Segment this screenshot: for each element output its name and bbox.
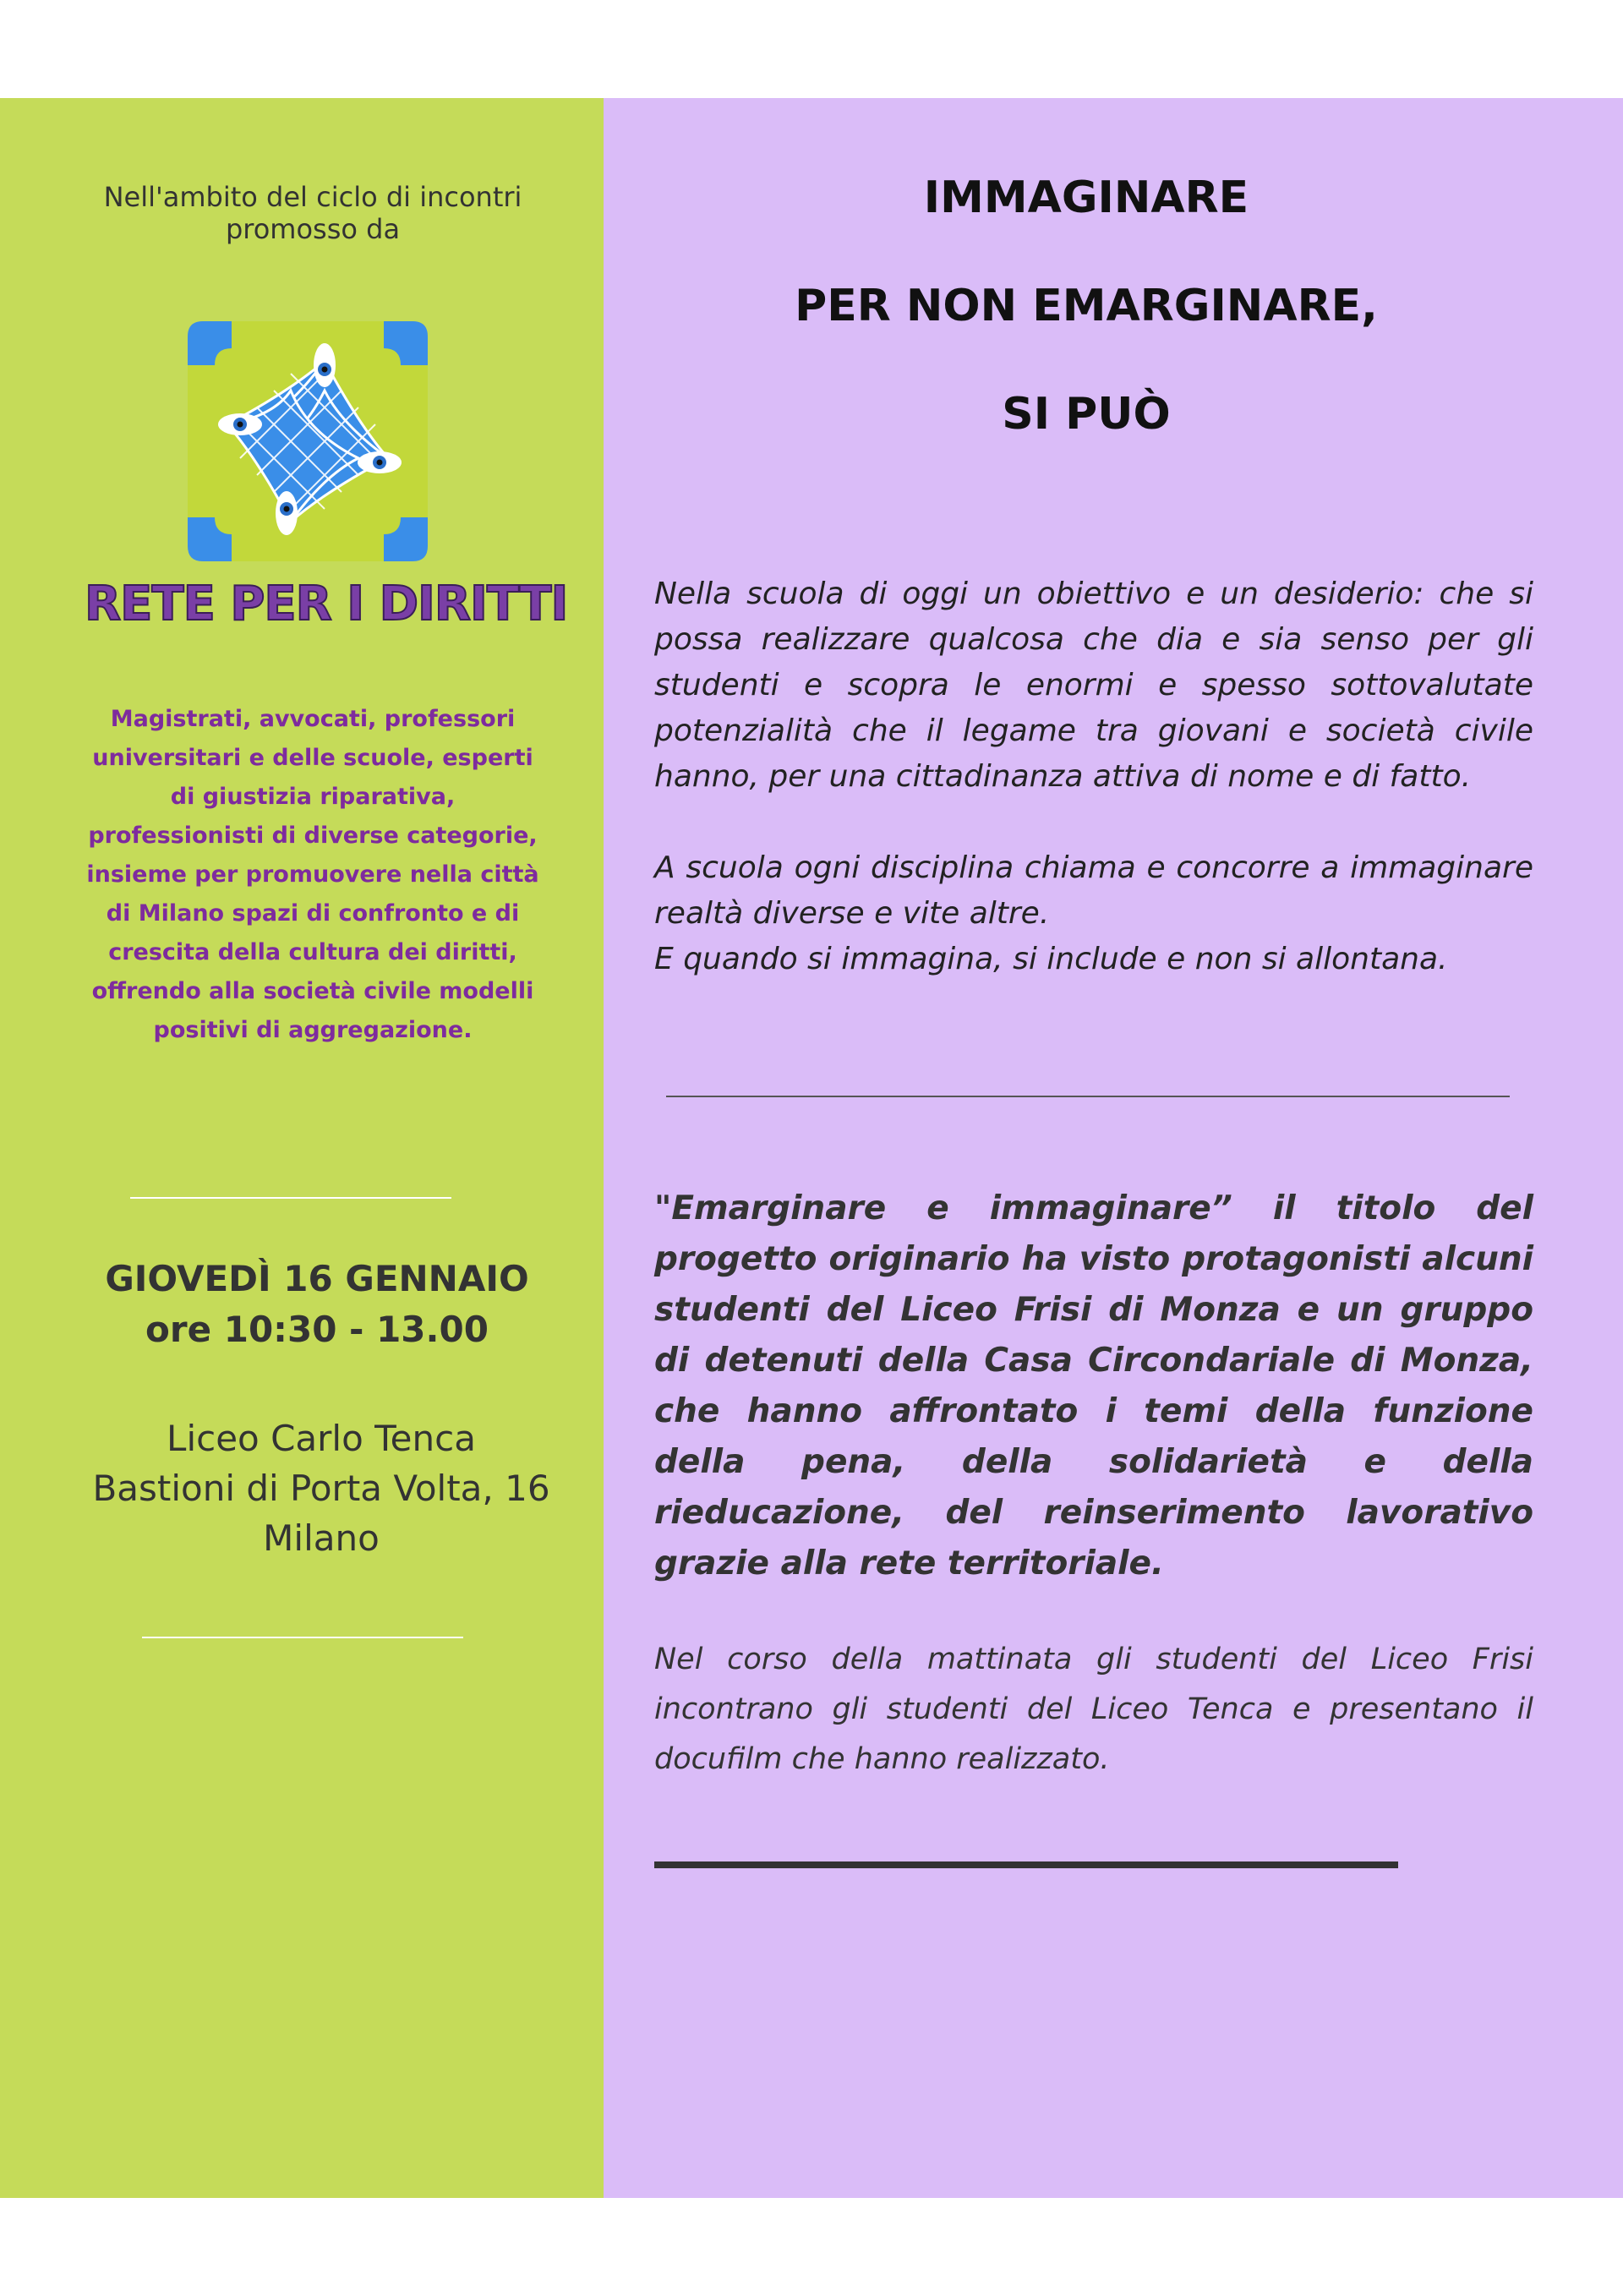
rete-per-i-diritti-logo — [181, 314, 434, 568]
divider-bottom — [142, 1637, 463, 1638]
venue-block — [51, 1413, 592, 1563]
intro-paragraphs — [654, 571, 1533, 982]
paragraph-school: Nella scuola di oggi un obiettivo e un desiderio: che si possa realizzare qualcosa che dia e sia senso per gli studenti e scopra le enormi e spesso sottovalutate potenzialità che il legame tra giovani e società civile hanno, per una cittadinanza attiva di nome e di fatto. — [654, 577, 1533, 794]
title-line-3: SI PUÒ — [1002, 389, 1171, 440]
divider-top — [130, 1197, 451, 1199]
paragraph-imagine: E quando si immagina, si include e non si allontana. — [654, 942, 1448, 976]
network-description: Magistrati, avvocati, professori universitari e delle scuole, esperti di giustizia riparativa, professionisti di diverse categorie, insieme per promuovere nella città di Milano spazi di confronto e di crescita della cultura dei diritti, offrendo alla società civile modelli positivi di aggregazione. — [86, 706, 539, 1043]
paragraph-discipline: A scuola ogni disciplina chiama e concorre a immaginare realtà diverse e vite altre. — [654, 850, 1533, 931]
intro-text: Nell'ambito del ciclo di incontri promosso da — [103, 181, 522, 245]
title-line-1: IMMAGINARE — [923, 172, 1249, 223]
closing-rule — [654, 1861, 1398, 1868]
morning-note: Nel corso della mattinata gli studenti del Liceo Frisi incontrano gli studenti del Liceo Tenca e presentano il docufilm che hanno realizzato. — [654, 1643, 1533, 1776]
logo-wordmark: RETE PER I DIRITTI — [85, 577, 568, 631]
section-divider — [666, 1096, 1510, 1097]
event-time: ore 10:30 - 13.00 — [145, 1309, 489, 1350]
venue-address: Bastioni di Porta Volta, 16 — [92, 1468, 550, 1509]
venue-name: Liceo Carlo Tenca — [167, 1418, 476, 1459]
project-quote: "Emarginare e immaginare” il titolo del progetto originario ha visto protagonisti alcuni studenti del Liceo Frisi di Monza e un gruppo di detenuti della Casa Circondariale di Monza, che hanno affrontato i temi della funzione della pena, della solidarietà e della rieducazione, del reinserimento lavorativo grazie alla rete territoriale. — [654, 1189, 1533, 1583]
event-date: GIOVEDÌ 16 GENNAIO — [105, 1258, 529, 1299]
title-line-2: PER NON EMARGINARE, — [795, 281, 1378, 331]
venue-city: Milano — [263, 1517, 380, 1559]
